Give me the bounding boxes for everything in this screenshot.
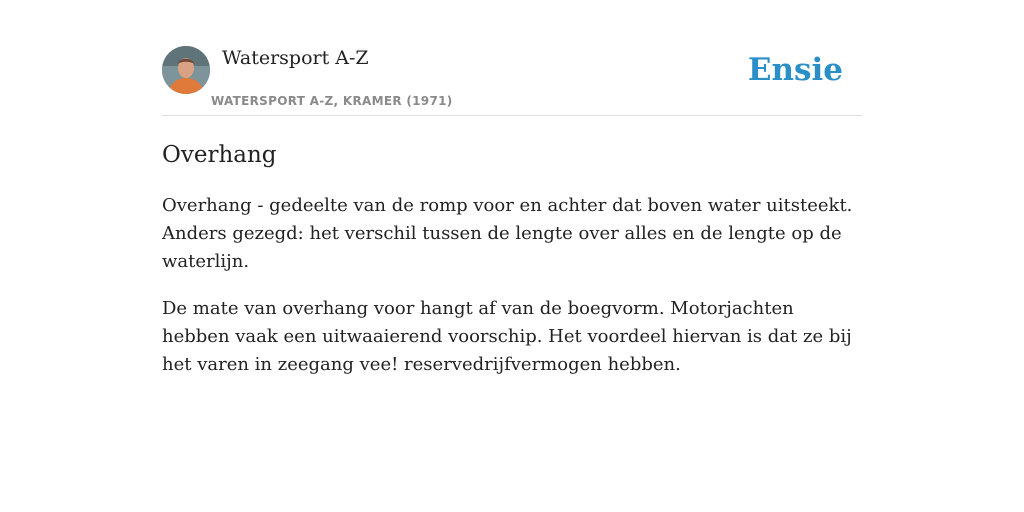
source-subtitle: WATERSPORT A-Z, KRAMER (1971) bbox=[211, 94, 453, 108]
ensie-logo[interactable]: Ensie bbox=[747, 52, 843, 88]
source-title[interactable]: Watersport A-Z bbox=[222, 47, 369, 69]
source-header bbox=[162, 46, 862, 116]
entry-title: Overhang bbox=[162, 142, 277, 168]
entry-body bbox=[162, 192, 862, 398]
entry-paragraph: De mate van overhang voor hangt af van de boegvorm. Motorjachten hebben vaak een uitwaaierend voorschip. Het voordeel hiervan is dat ze bij het varen in zeegang vee! reservedrijfvermogen hebben. bbox=[162, 298, 852, 375]
author-photo-icon[interactable] bbox=[162, 46, 210, 94]
entry-paragraph: Overhang - gedeelte van de romp voor en achter dat boven water uitsteekt. Anders gezegd: het verschil tussen de lengte over alles en de lengte op de waterlijn. bbox=[162, 195, 853, 272]
